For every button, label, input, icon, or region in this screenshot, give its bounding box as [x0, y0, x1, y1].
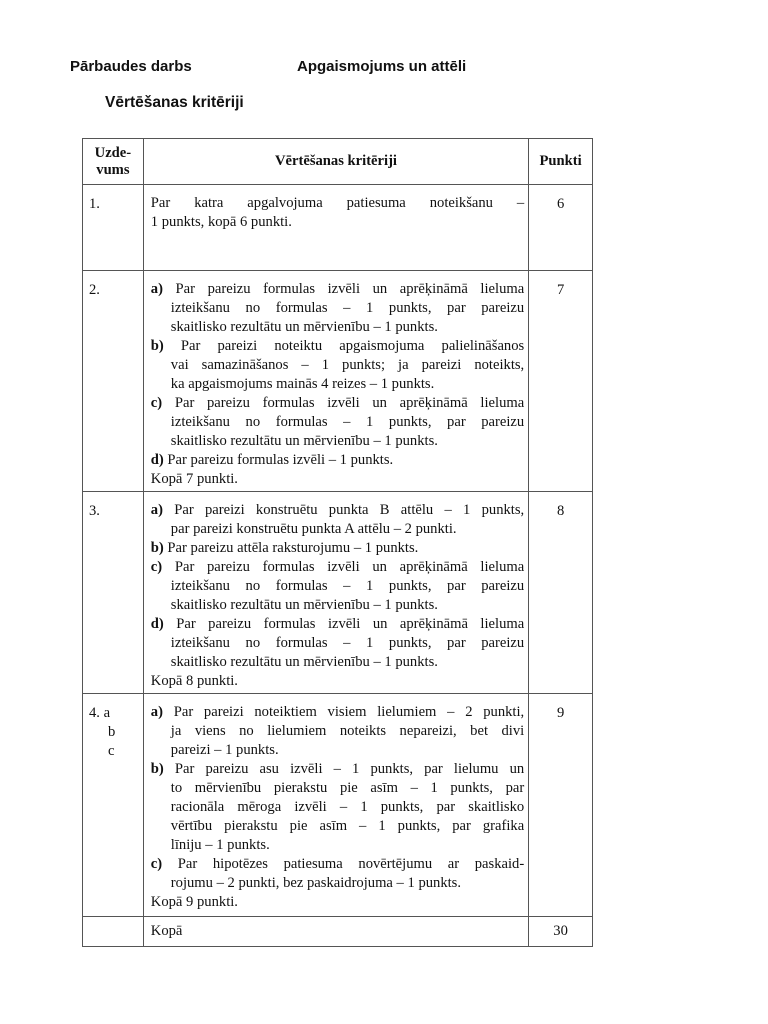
document-topic: Apgaismojums un attēli [297, 58, 467, 75]
points-cell: 6 [529, 185, 593, 271]
points-cell: 8 [529, 492, 593, 694]
task-number: 2. [83, 271, 144, 492]
table-header-row [83, 139, 593, 185]
section-heading: Vērtēšanas kritēriji [105, 94, 244, 111]
criteria-cell: a) Par pareizi konstruētu punkta B attēlu – 1 punkts, par pareizi konstruētu punkta A attēlu – 2 punkti. b) Par pareizu attēla raksturojumu – 1 punkts. c) Par pareizu formulas izvēli un aprēķināmā lieluma izteikšanu no formulas – 1 punkts, par pareizu skaitlisko rezultātu un mērvienību – 1 punkts. d) Par pareizu formulas izvēli un aprēķināmā lieluma izteikšanu no formulas – 1 punkts, par pareizu skaitlisko rezultātu un mērvienību – 1 punkts. Kopā 8 punkti. [143, 492, 528, 694]
table-row [83, 492, 593, 694]
header-criteria: Vērtēšanas kritēriji [143, 139, 528, 185]
table-row [83, 694, 593, 917]
table-row [83, 185, 593, 271]
criteria-cell: a) Par pareizu formulas izvēli un aprēķināmā lieluma izteikšanu no formulas – 1 punkts, par pareizu skaitlisko rezultātu un mērvienību – 1 punkts. b) Par pareizi noteiktu apgaismojuma palielināšanos vai samazināšanos – 1 punkts; ja pareizi noteikts, ka apgaismojums mainās 4 reizes – 1 punkts. c) Par pareizu formulas izvēli un aprēķināmā lieluma izteikšanu no formulas – 1 punkts, par pareizu skaitlisko rezultātu un mērvienību – 1 punkts. d) Par pareizu formulas izvēli – 1 punkts. Kopā 7 punkti. [143, 271, 528, 492]
points-cell: 7 [529, 271, 593, 492]
criteria-table [82, 138, 593, 947]
total-label: Kopā [143, 917, 528, 947]
total-empty-cell [83, 917, 144, 947]
header-points: Punkti [529, 139, 593, 185]
document-title: Pārbaudes darbs [70, 58, 192, 75]
criteria-cell: Par katra apgalvojuma patiesuma noteikšanu – 1 punkts, kopā 6 punkti. [143, 185, 528, 271]
total-points: 30 [529, 917, 593, 947]
task-number: 4. a b c [83, 694, 144, 917]
points-cell: 9 [529, 694, 593, 917]
task-number: 3. [83, 492, 144, 694]
total-row [83, 917, 593, 947]
table-row [83, 271, 593, 492]
criteria-cell: a) Par pareizi noteiktiem visiem lielumiem – 2 punkti, ja viens no lielumiem noteikts nepareizi, bet divi pareizi – 1 punkts. b) Par pareizu asu izvēli – 1 punkts, par lielumu un to mērvienību pierakstu pie asīm – 1 punkts, par racionāla mēroga izvēli – 1 punkts, par skaitlisko vērtību pierakstu pie asīm – 1 punkts, par grafika līniju – 1 punkts. c) Par hipotēzes patiesuma novērtējumu ar paskaid- rojumu – 2 punkti, bez paskaidrojuma – 1 punkts. Kopā 9 punkti. [143, 694, 528, 917]
header-task: Uzde- vums [83, 139, 144, 185]
task-number: 1. [83, 185, 144, 271]
